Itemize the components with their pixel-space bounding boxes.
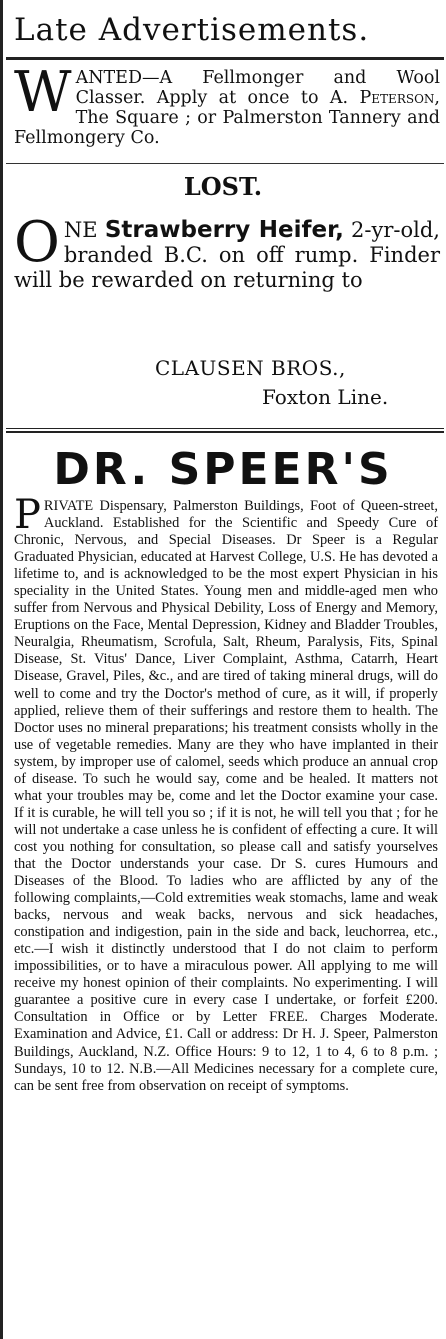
speer-body-text: Dispensary, Palmerston Buildings, Foot of Queen-street, Auckland. Established for the Scientific and Speedy Cure of Chronic, Nervous, and Special Diseases. Dr Speer is a Regular Graduated Physician, educated at Harvest College, U.S. He has devoted a lifetime to, and is acknowledged to be the most expert Physician in his speciality in the United States. Young men and middle-aged men who suffer from Nervous and Physical Debility, Loss of Energy and Memory, Eruptions on the Face, Mental Depression, Kidney and Bladder Troubles, Neuralgia, Rheumatism, Scrofula, Salt, Rheum, Paralysis, Fits, Spinal Disease, St. Vitus' Dance, Liver Complaint, Asthma, Catarrh, Heart Disease, Gravel, Piles, &c., and are tired of taking mineral drugs, will do well to come and try the Doctor's method of cure, as it will, if properly applied, relieve them of their sufferings and restore them to health. The Doctor uses no mineral preparations; his treatment consists wholly in the use of vegetable remedies. Many are they who have implanted in their system, by improper use of calomel, seeds which produce an annual crop of disease. To such he would say, come and be healed. It matters not what your troubles may be, come and let the Doctor examine your case. If it is curable, he will tell you so ; if it is not, he will tell you that ; for he will not undertake a case unless he is confident of effecting a cure. It will cost you nothing for consultation, so please call and satisfy yourselves that the Doctor understands your case. Dr S. cures Humours and Diseases of the Blood. To ladies who are afflicted by any of the following complaints,—Cold extremities weak stomachs, lame and weak backs, nervous and weak backs, nervous and sick headaches, constipation and indigestion, pain in the side and back, leuchorrea, etc., etc.—I wish it distinctly understood that I do not claim to perform impossibilities, or to have a miraculous power. All applying to me will receive my honest opinion of their complaints. No experimenting. I will guarantee a positive cure in every case I undertake, or forfeit £200. Consultation in Office or by Letter FREE. Charges Moderate. Examination and Advice, £1. Call or address: Dr H. J. Speer, Palmerston Buildings, Auckland, N.Z. Office Hours: 9 to 12, 1 to 4, 6 to 8 p.m. ; Sundays, 10 to 12. N.B.—All Medicines necessary for a complete cure, can be sent free from observation on receipt of symptoms. bbox=[14, 498, 438, 1094]
section-divider bbox=[6, 163, 444, 164]
lost-signature: CLAUSEN BROS., bbox=[155, 356, 346, 380]
wanted-text-post: , The Square ; or Palmerston Tannery and Fellmongery Co. bbox=[14, 88, 440, 148]
section-double-rule bbox=[6, 428, 444, 433]
lost-location: Foxton Line. bbox=[262, 385, 389, 409]
lost-dropcap: O bbox=[14, 210, 60, 275]
lost-lead: NE bbox=[63, 218, 105, 242]
masthead-title: Late Advertisements. bbox=[14, 12, 370, 48]
speer-lead: RIVATE bbox=[43, 498, 94, 514]
wanted-text-pre: ANTED—A Fellmonger and Wool Classer. Apply at once to A. bbox=[75, 68, 440, 108]
lost-advertisement bbox=[14, 210, 440, 293]
speer-heading: DR. SPEER'S bbox=[53, 444, 393, 495]
speer-advertisement-body bbox=[14, 492, 438, 1095]
lost-heading: LOST. bbox=[183, 172, 263, 201]
speer-dropcap: P bbox=[14, 492, 41, 538]
wanted-dropcap: W bbox=[14, 60, 72, 125]
lost-item-name: Strawberry Heifer, bbox=[104, 217, 344, 243]
wanted-advertisement bbox=[14, 60, 440, 148]
lost-text: 2-yr-old, branded B.C. on off rump. Finder will be rewarded on returning to bbox=[14, 218, 440, 292]
wanted-contact-name: Peterson bbox=[359, 88, 435, 108]
